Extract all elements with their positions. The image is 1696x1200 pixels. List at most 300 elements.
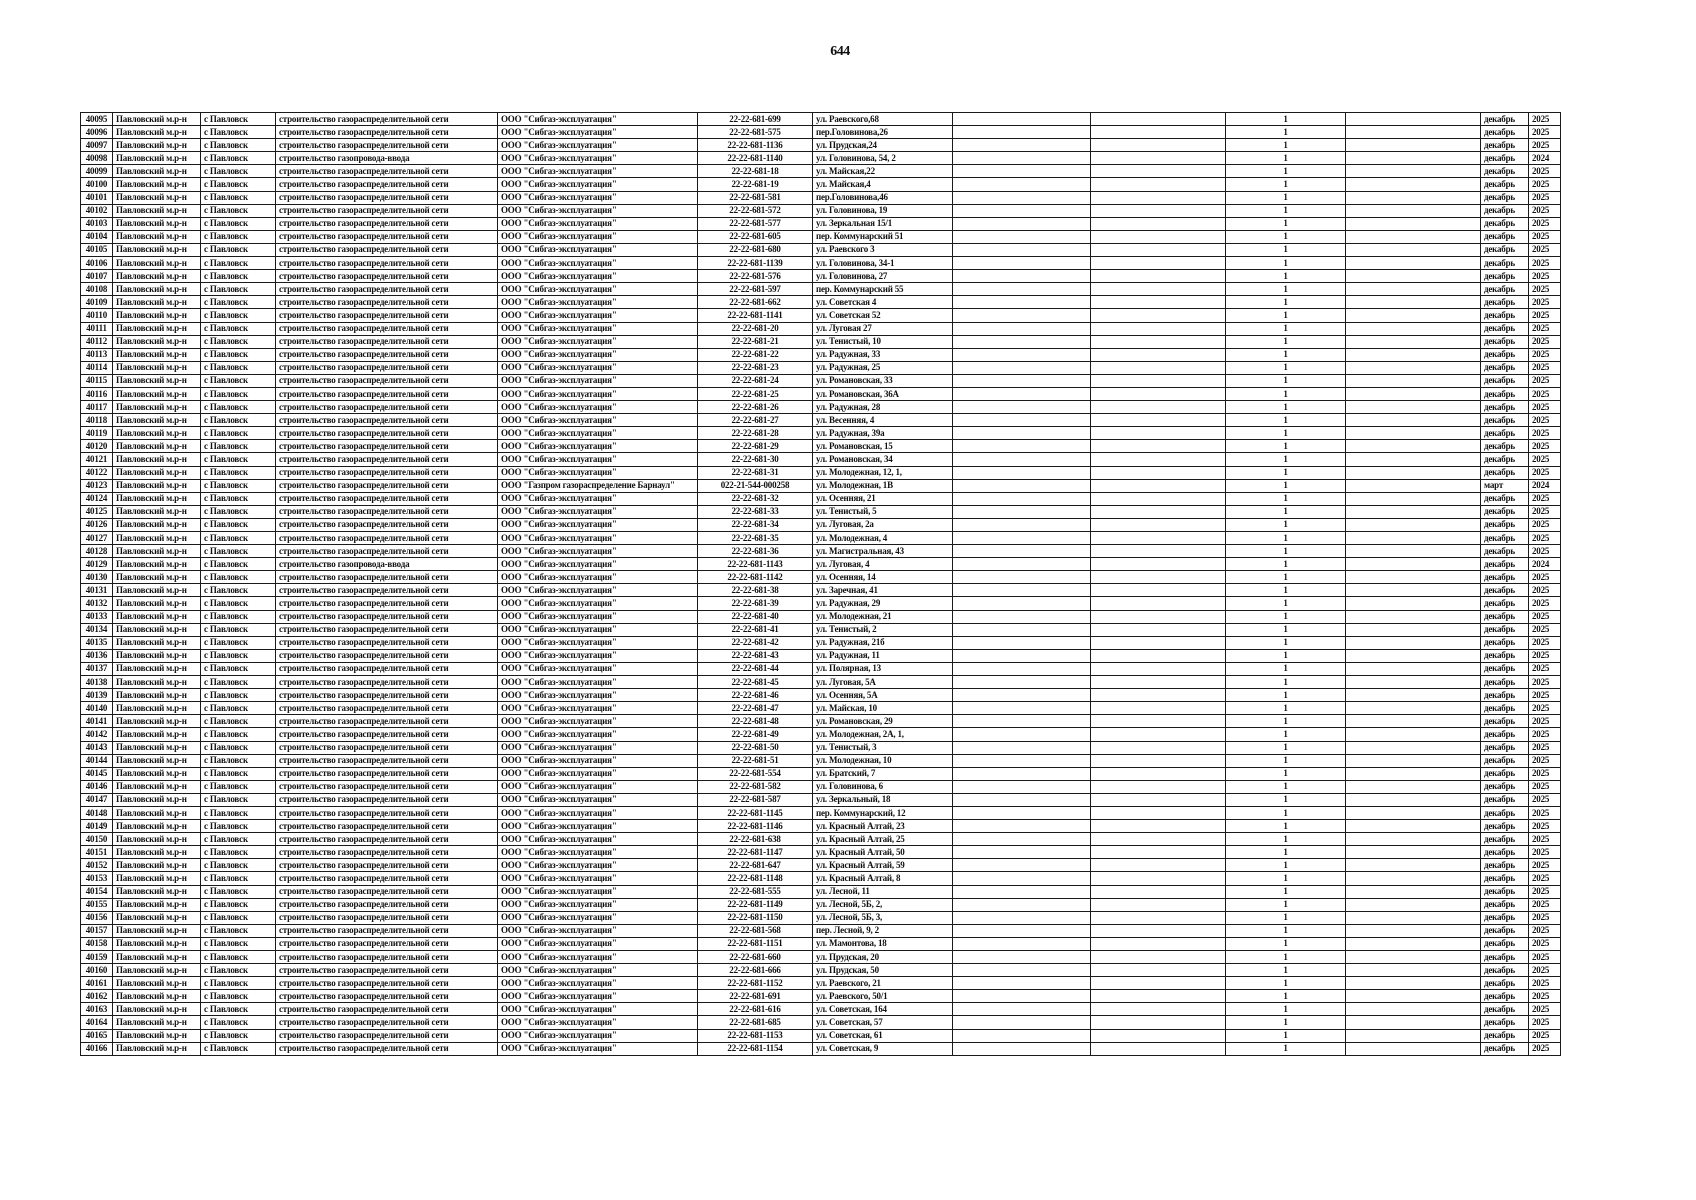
cell-work-type: строительство газораспределительной сети bbox=[276, 335, 498, 348]
cell-month: декабрь bbox=[1481, 571, 1529, 584]
cell-quantity: 1 bbox=[1226, 741, 1346, 754]
cell-blank-a bbox=[953, 741, 1091, 754]
cell-settlement: с Павловск bbox=[201, 649, 276, 662]
cell-blank-c bbox=[1346, 374, 1481, 387]
cell-blank-b bbox=[1091, 662, 1226, 675]
cell-settlement: с Павловск bbox=[201, 414, 276, 427]
table-row bbox=[81, 322, 1561, 335]
cell-blank-b bbox=[1091, 296, 1226, 309]
cell-year: 2025 bbox=[1529, 1016, 1561, 1029]
table-row bbox=[81, 767, 1561, 780]
cell-blank-c bbox=[1346, 270, 1481, 283]
cell-settlement: с Павловск bbox=[201, 767, 276, 780]
cell-district: Павловский м.р-н bbox=[113, 1016, 201, 1029]
table-row bbox=[81, 545, 1561, 558]
cell-settlement: с Павловск bbox=[201, 191, 276, 204]
cell-blank-b bbox=[1091, 951, 1226, 964]
cell-organization: ООО "Сибгаз-эксплуатация" bbox=[498, 257, 698, 270]
cell-address: пер.Головинова,46 bbox=[813, 191, 953, 204]
cell-address: ул. Раевского, 50/1 bbox=[813, 990, 953, 1003]
cell-district: Павловский м.р-н bbox=[113, 571, 201, 584]
cell-quantity: 1 bbox=[1226, 754, 1346, 767]
cell-address: ул. Молодежная, 2А, 1, bbox=[813, 728, 953, 741]
cell-settlement: с Павловск bbox=[201, 872, 276, 885]
cell-blank-c bbox=[1346, 126, 1481, 139]
cell-work-type: строительство газораспределительной сети bbox=[276, 440, 498, 453]
cell-work-type: строительство газораспределительной сети bbox=[276, 741, 498, 754]
cell-blank-a bbox=[953, 1042, 1091, 1055]
cell-work-type: строительство газораспределительной сети bbox=[276, 283, 498, 296]
cell-tech-conditions-number: 22-22-681-24 bbox=[698, 374, 813, 387]
cell-blank-b bbox=[1091, 414, 1226, 427]
cell-settlement: с Павловск bbox=[201, 793, 276, 806]
cell-tech-conditions-number: 22-22-681-46 bbox=[698, 689, 813, 702]
cell-blank-c bbox=[1346, 898, 1481, 911]
cell-blank-c bbox=[1346, 780, 1481, 793]
cell-settlement: с Павловск bbox=[201, 1003, 276, 1016]
cell-organization: ООО "Сибгаз-эксплуатация" bbox=[498, 361, 698, 374]
cell-blank-c bbox=[1346, 479, 1481, 492]
cell-work-type: строительство газораспределительной сети bbox=[276, 754, 498, 767]
cell-row-id: 40115 bbox=[81, 374, 113, 387]
cell-blank-b bbox=[1091, 1016, 1226, 1029]
cell-row-id: 40100 bbox=[81, 178, 113, 191]
cell-district: Павловский м.р-н bbox=[113, 676, 201, 689]
cell-month: декабрь bbox=[1481, 427, 1529, 440]
cell-quantity: 1 bbox=[1226, 479, 1346, 492]
cell-district: Павловский м.р-н bbox=[113, 859, 201, 872]
cell-district: Павловский м.р-н bbox=[113, 1042, 201, 1055]
cell-blank-b bbox=[1091, 584, 1226, 597]
cell-blank-c bbox=[1346, 217, 1481, 230]
cell-blank-b bbox=[1091, 309, 1226, 322]
cell-blank-a bbox=[953, 715, 1091, 728]
cell-organization: ООО "Сибгаз-эксплуатация" bbox=[498, 296, 698, 309]
cell-address: ул. Раевского 3 bbox=[813, 243, 953, 256]
cell-blank-c bbox=[1346, 243, 1481, 256]
cell-tech-conditions-number: 22-22-681-44 bbox=[698, 662, 813, 675]
cell-address: пер. Коммунарский 51 bbox=[813, 230, 953, 243]
cell-month: декабрь bbox=[1481, 676, 1529, 689]
cell-blank-c bbox=[1346, 924, 1481, 937]
cell-district: Павловский м.р-н bbox=[113, 702, 201, 715]
cell-blank-c bbox=[1346, 597, 1481, 610]
cell-settlement: с Павловск bbox=[201, 139, 276, 152]
cell-work-type: строительство газораспределительной сети bbox=[276, 309, 498, 322]
cell-organization: ООО "Сибгаз-эксплуатация" bbox=[498, 217, 698, 230]
cell-tech-conditions-number: 22-22-681-29 bbox=[698, 440, 813, 453]
cell-blank-c bbox=[1346, 139, 1481, 152]
cell-blank-c bbox=[1346, 230, 1481, 243]
cell-organization: ООО "Сибгаз-эксплуатация" bbox=[498, 689, 698, 702]
cell-quantity: 1 bbox=[1226, 492, 1346, 505]
cell-year: 2025 bbox=[1529, 1003, 1561, 1016]
cell-work-type: строительство газораспределительной сети bbox=[276, 505, 498, 518]
cell-organization: ООО "Сибгаз-эксплуатация" bbox=[498, 492, 698, 505]
cell-year: 2025 bbox=[1529, 113, 1561, 126]
cell-blank-b bbox=[1091, 610, 1226, 623]
cell-work-type: строительство газораспределительной сети bbox=[276, 322, 498, 335]
cell-organization: ООО "Сибгаз-эксплуатация" bbox=[498, 937, 698, 950]
cell-organization: ООО "Сибгаз-эксплуатация" bbox=[498, 767, 698, 780]
cell-blank-c bbox=[1346, 518, 1481, 531]
cell-blank-a bbox=[953, 414, 1091, 427]
cell-quantity: 1 bbox=[1226, 924, 1346, 937]
cell-organization: ООО "Сибгаз-эксплуатация" bbox=[498, 728, 698, 741]
cell-tech-conditions-number: 22-22-681-597 bbox=[698, 283, 813, 296]
cell-settlement: с Павловск bbox=[201, 230, 276, 243]
table-row bbox=[81, 414, 1561, 427]
cell-tech-conditions-number: 22-22-681-30 bbox=[698, 453, 813, 466]
cell-year: 2025 bbox=[1529, 217, 1561, 230]
cell-blank-a bbox=[953, 872, 1091, 885]
cell-quantity: 1 bbox=[1226, 335, 1346, 348]
cell-blank-c bbox=[1346, 676, 1481, 689]
cell-blank-c bbox=[1346, 505, 1481, 518]
table-row bbox=[81, 872, 1561, 885]
cell-row-id: 40158 bbox=[81, 937, 113, 950]
cell-organization: ООО "Сибгаз-эксплуатация" bbox=[498, 518, 698, 531]
cell-district: Павловский м.р-н bbox=[113, 243, 201, 256]
cell-tech-conditions-number: 22-22-681-1146 bbox=[698, 820, 813, 833]
cell-address: ул. Романовская, 36А bbox=[813, 387, 953, 400]
cell-settlement: с Павловск bbox=[201, 165, 276, 178]
cell-year: 2025 bbox=[1529, 230, 1561, 243]
cell-tech-conditions-number: 22-22-681-1145 bbox=[698, 806, 813, 819]
cell-district: Павловский м.р-н bbox=[113, 584, 201, 597]
cell-year: 2025 bbox=[1529, 951, 1561, 964]
cell-row-id: 40145 bbox=[81, 767, 113, 780]
table-row bbox=[81, 715, 1561, 728]
cell-blank-a bbox=[953, 597, 1091, 610]
cell-year: 2025 bbox=[1529, 715, 1561, 728]
cell-month: декабрь bbox=[1481, 335, 1529, 348]
cell-settlement: с Павловск bbox=[201, 911, 276, 924]
cell-blank-a bbox=[953, 243, 1091, 256]
cell-address: ул. Полярная, 13 bbox=[813, 662, 953, 675]
cell-blank-a bbox=[953, 662, 1091, 675]
cell-tech-conditions-number: 22-22-681-40 bbox=[698, 610, 813, 623]
cell-blank-c bbox=[1346, 911, 1481, 924]
cell-tech-conditions-number: 22-22-681-1139 bbox=[698, 257, 813, 270]
cell-blank-c bbox=[1346, 309, 1481, 322]
cell-district: Павловский м.р-н bbox=[113, 283, 201, 296]
cell-row-id: 40143 bbox=[81, 741, 113, 754]
cell-blank-a bbox=[953, 126, 1091, 139]
cell-tech-conditions-number: 22-22-681-1142 bbox=[698, 571, 813, 584]
cell-month: декабрь bbox=[1481, 178, 1529, 191]
cell-blank-c bbox=[1346, 152, 1481, 165]
cell-tech-conditions-number: 22-22-681-660 bbox=[698, 951, 813, 964]
cell-settlement: с Павловск bbox=[201, 806, 276, 819]
cell-address: ул. Раевского,68 bbox=[813, 113, 953, 126]
cell-address: ул. Головинова, 6 bbox=[813, 780, 953, 793]
cell-settlement: с Павловск bbox=[201, 243, 276, 256]
cell-address: ул. Тенистый, 2 bbox=[813, 623, 953, 636]
cell-year: 2025 bbox=[1529, 885, 1561, 898]
cell-settlement: с Павловск bbox=[201, 780, 276, 793]
cell-month: декабрь bbox=[1481, 924, 1529, 937]
table-row bbox=[81, 885, 1561, 898]
cell-year: 2025 bbox=[1529, 806, 1561, 819]
cell-month: декабрь bbox=[1481, 283, 1529, 296]
cell-tech-conditions-number: 22-22-681-1154 bbox=[698, 1042, 813, 1055]
cell-address: ул. Зеркальный, 18 bbox=[813, 793, 953, 806]
table-row bbox=[81, 937, 1561, 950]
cell-settlement: с Павловск bbox=[201, 636, 276, 649]
cell-tech-conditions-number: 22-22-681-36 bbox=[698, 545, 813, 558]
cell-blank-c bbox=[1346, 859, 1481, 872]
cell-quantity: 1 bbox=[1226, 610, 1346, 623]
cell-address: ул. Тенистый, 3 bbox=[813, 741, 953, 754]
cell-address: ул. Весенняя, 4 bbox=[813, 414, 953, 427]
cell-address: ул. Луговая, 5А bbox=[813, 676, 953, 689]
cell-blank-c bbox=[1346, 361, 1481, 374]
cell-address: ул. Головинова, 27 bbox=[813, 270, 953, 283]
cell-work-type: строительство газораспределительной сети bbox=[276, 951, 498, 964]
cell-settlement: с Павловск bbox=[201, 741, 276, 754]
cell-year: 2025 bbox=[1529, 204, 1561, 217]
cell-work-type: строительство газораспределительной сети bbox=[276, 348, 498, 361]
cell-month: декабрь bbox=[1481, 728, 1529, 741]
cell-year: 2025 bbox=[1529, 911, 1561, 924]
cell-settlement: с Павловск bbox=[201, 387, 276, 400]
cell-quantity: 1 bbox=[1226, 309, 1346, 322]
cell-month: декабрь bbox=[1481, 204, 1529, 217]
cell-settlement: с Павловск bbox=[201, 440, 276, 453]
cell-settlement: с Павловск bbox=[201, 885, 276, 898]
cell-blank-a bbox=[953, 322, 1091, 335]
cell-district: Павловский м.р-н bbox=[113, 754, 201, 767]
cell-settlement: с Павловск bbox=[201, 270, 276, 283]
cell-row-id: 40124 bbox=[81, 492, 113, 505]
cell-tech-conditions-number: 22-22-681-18 bbox=[698, 165, 813, 178]
cell-tech-conditions-number: 22-22-681-1136 bbox=[698, 139, 813, 152]
cell-month: декабрь bbox=[1481, 623, 1529, 636]
cell-blank-c bbox=[1346, 257, 1481, 270]
cell-district: Павловский м.р-н bbox=[113, 649, 201, 662]
cell-row-id: 40101 bbox=[81, 191, 113, 204]
cell-tech-conditions-number: 22-22-681-1147 bbox=[698, 846, 813, 859]
cell-quantity: 1 bbox=[1226, 649, 1346, 662]
cell-blank-c bbox=[1346, 191, 1481, 204]
cell-row-id: 40107 bbox=[81, 270, 113, 283]
cell-tech-conditions-number: 22-22-681-21 bbox=[698, 335, 813, 348]
cell-blank-a bbox=[953, 833, 1091, 846]
cell-quantity: 1 bbox=[1226, 387, 1346, 400]
cell-settlement: с Павловск bbox=[201, 820, 276, 833]
cell-tech-conditions-number: 22-22-681-576 bbox=[698, 270, 813, 283]
cell-year: 2025 bbox=[1529, 545, 1561, 558]
cell-blank-c bbox=[1346, 872, 1481, 885]
cell-settlement: с Павловск bbox=[201, 597, 276, 610]
cell-blank-b bbox=[1091, 636, 1226, 649]
cell-district: Павловский м.р-н bbox=[113, 846, 201, 859]
cell-organization: ООО "Сибгаз-эксплуатация" bbox=[498, 414, 698, 427]
cell-tech-conditions-number: 22-22-681-19 bbox=[698, 178, 813, 191]
cell-quantity: 1 bbox=[1226, 126, 1346, 139]
cell-organization: ООО "Сибгаз-эксплуатация" bbox=[498, 243, 698, 256]
table-row bbox=[81, 977, 1561, 990]
cell-tech-conditions-number: 22-22-681-1141 bbox=[698, 309, 813, 322]
cell-district: Павловский м.р-н bbox=[113, 610, 201, 623]
cell-blank-c bbox=[1346, 558, 1481, 571]
cell-blank-a bbox=[953, 977, 1091, 990]
cell-blank-c bbox=[1346, 1042, 1481, 1055]
cell-year: 2025 bbox=[1529, 453, 1561, 466]
table-row bbox=[81, 270, 1561, 283]
cell-year: 2025 bbox=[1529, 610, 1561, 623]
cell-blank-a bbox=[953, 584, 1091, 597]
cell-year: 2025 bbox=[1529, 427, 1561, 440]
cell-work-type: строительство газораспределительной сети bbox=[276, 1029, 498, 1042]
cell-district: Павловский м.р-н bbox=[113, 872, 201, 885]
cell-month: декабрь bbox=[1481, 636, 1529, 649]
cell-address: ул. Лесной, 5Б, 2, bbox=[813, 898, 953, 911]
cell-blank-b bbox=[1091, 754, 1226, 767]
cell-work-type: строительство газораспределительной сети bbox=[276, 964, 498, 977]
cell-month: декабрь bbox=[1481, 780, 1529, 793]
table-row bbox=[81, 806, 1561, 819]
cell-month: декабрь bbox=[1481, 977, 1529, 990]
cell-settlement: с Павловск bbox=[201, 217, 276, 230]
cell-blank-b bbox=[1091, 741, 1226, 754]
cell-quantity: 1 bbox=[1226, 374, 1346, 387]
cell-blank-b bbox=[1091, 191, 1226, 204]
cell-year: 2025 bbox=[1529, 191, 1561, 204]
cell-organization: ООО "Сибгаз-эксплуатация" bbox=[498, 859, 698, 872]
cell-blank-b bbox=[1091, 230, 1226, 243]
table-row bbox=[81, 964, 1561, 977]
cell-work-type: строительство газораспределительной сети bbox=[276, 793, 498, 806]
cell-work-type: строительство газораспределительной сети bbox=[276, 401, 498, 414]
cell-work-type: строительство газопровода-ввода bbox=[276, 558, 498, 571]
cell-row-id: 40161 bbox=[81, 977, 113, 990]
cell-quantity: 1 bbox=[1226, 780, 1346, 793]
cell-address: ул. Радужная, 21б bbox=[813, 636, 953, 649]
cell-blank-b bbox=[1091, 401, 1226, 414]
cell-row-id: 40140 bbox=[81, 702, 113, 715]
cell-organization: ООО "Сибгаз-эксплуатация" bbox=[498, 820, 698, 833]
cell-work-type: строительство газораспределительной сети bbox=[276, 165, 498, 178]
cell-work-type: строительство газораспределительной сети bbox=[276, 584, 498, 597]
table-row bbox=[81, 401, 1561, 414]
cell-blank-a bbox=[953, 610, 1091, 623]
cell-work-type: строительство газораспределительной сети bbox=[276, 1003, 498, 1016]
table-row bbox=[81, 649, 1561, 662]
cell-work-type: строительство газораспределительной сети bbox=[276, 833, 498, 846]
cell-month: декабрь bbox=[1481, 833, 1529, 846]
cell-tech-conditions-number: 22-22-681-22 bbox=[698, 348, 813, 361]
cell-settlement: с Павловск bbox=[201, 152, 276, 165]
cell-blank-c bbox=[1346, 414, 1481, 427]
cell-quantity: 1 bbox=[1226, 427, 1346, 440]
cell-district: Павловский м.р-н bbox=[113, 257, 201, 270]
cell-address: ул. Осенняя, 14 bbox=[813, 571, 953, 584]
cell-settlement: с Павловск bbox=[201, 689, 276, 702]
cell-district: Павловский м.р-н bbox=[113, 139, 201, 152]
cell-address: ул. Молодежная, 12, 1, bbox=[813, 466, 953, 479]
cell-blank-b bbox=[1091, 270, 1226, 283]
cell-blank-a bbox=[953, 466, 1091, 479]
cell-tech-conditions-number: 22-22-681-647 bbox=[698, 859, 813, 872]
cell-blank-b bbox=[1091, 257, 1226, 270]
cell-settlement: с Павловск bbox=[201, 374, 276, 387]
cell-district: Павловский м.р-н bbox=[113, 335, 201, 348]
cell-blank-a bbox=[953, 374, 1091, 387]
cell-settlement: с Павловск bbox=[201, 833, 276, 846]
cell-district: Павловский м.р-н bbox=[113, 505, 201, 518]
cell-organization: ООО "Сибгаз-эксплуатация" bbox=[498, 322, 698, 335]
cell-year: 2025 bbox=[1529, 518, 1561, 531]
cell-address: ул. Луговая, 4 bbox=[813, 558, 953, 571]
cell-blank-c bbox=[1346, 662, 1481, 675]
cell-tech-conditions-number: 22-22-681-43 bbox=[698, 649, 813, 662]
cell-district: Павловский м.р-н bbox=[113, 296, 201, 309]
cell-row-id: 40106 bbox=[81, 257, 113, 270]
cell-month: декабрь bbox=[1481, 243, 1529, 256]
cell-year: 2025 bbox=[1529, 741, 1561, 754]
cell-organization: ООО "Сибгаз-эксплуатация" bbox=[498, 636, 698, 649]
cell-work-type: строительство газораспределительной сети bbox=[276, 990, 498, 1003]
table-row bbox=[81, 505, 1561, 518]
cell-year: 2025 bbox=[1529, 178, 1561, 191]
cell-blank-a bbox=[953, 937, 1091, 950]
cell-year: 2025 bbox=[1529, 414, 1561, 427]
cell-row-id: 40126 bbox=[81, 518, 113, 531]
cell-district: Павловский м.р-н bbox=[113, 322, 201, 335]
cell-settlement: с Павловск bbox=[201, 1029, 276, 1042]
cell-address: ул. Магистральная, 43 bbox=[813, 545, 953, 558]
cell-blank-a bbox=[953, 545, 1091, 558]
cell-address: пер. Коммунарский, 12 bbox=[813, 806, 953, 819]
cell-month: декабрь bbox=[1481, 741, 1529, 754]
cell-district: Павловский м.р-н bbox=[113, 728, 201, 741]
cell-tech-conditions-number: 22-22-681-699 bbox=[698, 113, 813, 126]
cell-organization: ООО "Сибгаз-эксплуатация" bbox=[498, 1042, 698, 1055]
table-row bbox=[81, 1016, 1561, 1029]
cell-blank-a bbox=[953, 558, 1091, 571]
cell-blank-c bbox=[1346, 793, 1481, 806]
cell-tech-conditions-number: 22-22-681-662 bbox=[698, 296, 813, 309]
cell-address: пер.Головинова,26 bbox=[813, 126, 953, 139]
cell-year: 2025 bbox=[1529, 924, 1561, 937]
cell-organization: ООО "Сибгаз-эксплуатация" bbox=[498, 545, 698, 558]
cell-tech-conditions-number: 22-22-681-49 bbox=[698, 728, 813, 741]
cell-district: Павловский м.р-н bbox=[113, 1003, 201, 1016]
cell-blank-a bbox=[953, 505, 1091, 518]
cell-work-type: строительство газораспределительной сети bbox=[276, 780, 498, 793]
cell-quantity: 1 bbox=[1226, 806, 1346, 819]
cell-organization: ООО "Сибгаз-эксплуатация" bbox=[498, 401, 698, 414]
cell-month: декабрь bbox=[1481, 662, 1529, 675]
cell-blank-a bbox=[953, 283, 1091, 296]
cell-organization: ООО "Сибгаз-эксплуатация" bbox=[498, 715, 698, 728]
cell-settlement: с Павловск bbox=[201, 1042, 276, 1055]
cell-blank-a bbox=[953, 911, 1091, 924]
cell-work-type: строительство газораспределительной сети bbox=[276, 257, 498, 270]
cell-row-id: 40151 bbox=[81, 846, 113, 859]
cell-settlement: с Павловск bbox=[201, 898, 276, 911]
cell-organization: ООО "Сибгаз-эксплуатация" bbox=[498, 283, 698, 296]
cell-settlement: с Павловск bbox=[201, 571, 276, 584]
cell-row-id: 40095 bbox=[81, 113, 113, 126]
cell-work-type: строительство газораспределительной сети bbox=[276, 374, 498, 387]
cell-row-id: 40131 bbox=[81, 584, 113, 597]
cell-work-type: строительство газораспределительной сети bbox=[276, 296, 498, 309]
cell-month: декабрь bbox=[1481, 1042, 1529, 1055]
cell-district: Павловский м.р-н bbox=[113, 820, 201, 833]
